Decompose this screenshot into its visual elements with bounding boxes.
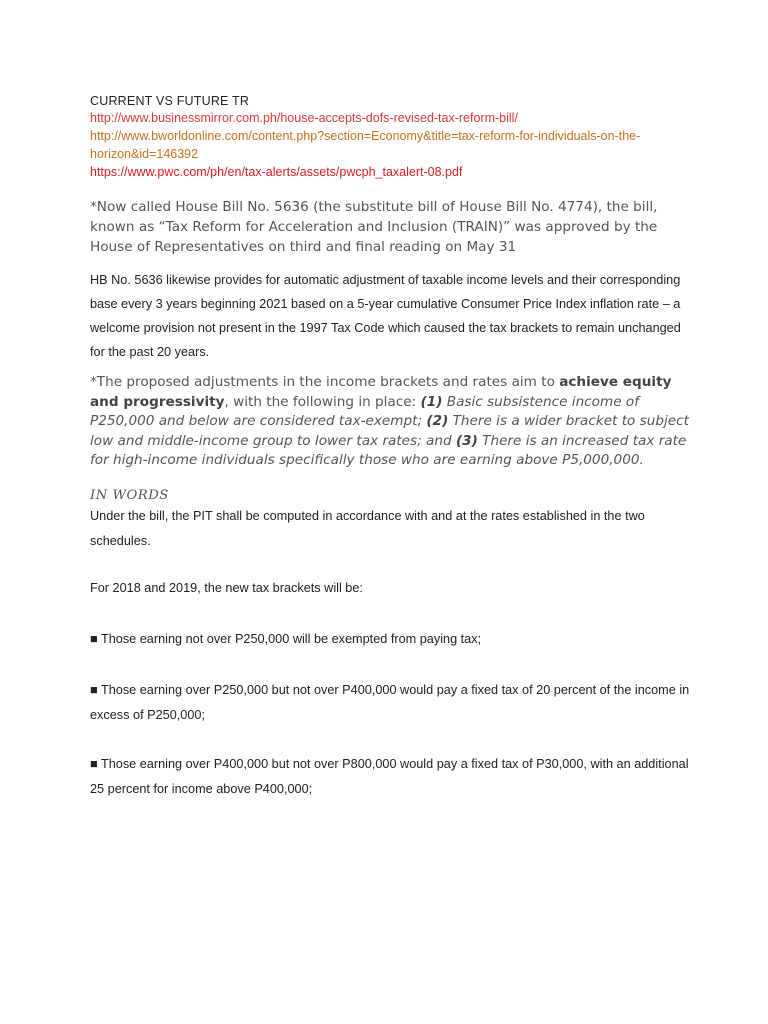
item-text-1: Basic subsistence income of P250,000 and below are considered tax-exempt; — [90, 393, 640, 429]
item-text-2: There is a wider bracket to subject low and middle-income group to lower tax rates; and — [90, 413, 689, 449]
bracket-bullet: ■ Those earning not over P250,000 will be exempted from paying tax; — [90, 631, 482, 646]
pit-computation-paragraph: Under the bill, the PIT shall be computed in accordance with and at the rates established in the two schedules. — [90, 508, 645, 548]
source-links — [90, 109, 690, 181]
bracket-bullet: ■ Those earning over P250,000 but not over P400,000 would pay a fixed tax of 20 percent of the income in excess of P250,000; — [90, 682, 690, 722]
item-text-3: There is an increased tax rate for high-income individuals specifically those who are earning above P5,000,000. — [90, 432, 687, 468]
section-heading: IN WORDS — [90, 487, 169, 503]
bracket-bullet: ■ Those earning over P400,000 but not over P800,000 would pay a fixed tax of P30,000, with an additional 25 percent for income above P400,000; — [90, 756, 689, 796]
adjustments-intro: *The proposed adjustments in the income brackets and rates aim to — [90, 374, 560, 390]
tax-brackets-intro: For 2018 and 2019, the new tax brackets will be: — [90, 580, 363, 595]
source-link-bworldonline[interactable]: http://www.bworldonline.com/content.php?section=Economy&title=tax-reform-for-individuals-on-the-horizon&id=146392 — [90, 129, 641, 161]
document-page — [90, 94, 690, 802]
item-number-2: (2) — [426, 413, 449, 429]
automatic-adjustment-paragraph: HB No. 5636 likewise provides for automatic adjustment of taxable income levels and their corresponding base every 3 years beginning 2021 based on a 5-year cumulative Consumer Price Index inflation rate – a welcome provision not present in the 1997 Tax Code which caused the tax brackets to remain unchanged for the past 20 years. — [90, 273, 681, 359]
house-bill-paragraph: *Now called House Bill No. 5636 (the substitute bill of House Bill No. 4774), the bill, known as “Tax Reform for Acceleration and Inclusion (TRAIN)” was approved by the House of Representatives on third and final reading on May 31 — [90, 199, 658, 255]
adjustments-emphasis: achieve equity and progressivity — [90, 374, 672, 410]
source-link-businessmirror[interactable]: http://www.businessmirror.com.ph/house-accepts-dofs-revised-tax-reform-bill/ — [90, 111, 518, 125]
proposed-adjustments-paragraph — [90, 373, 690, 471]
document-title: CURRENT VS FUTURE TR — [90, 94, 250, 108]
source-link-pwc[interactable]: https://www.pwc.com/ph/en/tax-alerts/assets/pwcph_taxalert-08.pdf — [90, 165, 463, 179]
adjustments-mid: , with the following in place: — [224, 393, 421, 410]
item-number-1: (1) — [420, 393, 443, 410]
item-number-3: (3) — [455, 432, 478, 449]
